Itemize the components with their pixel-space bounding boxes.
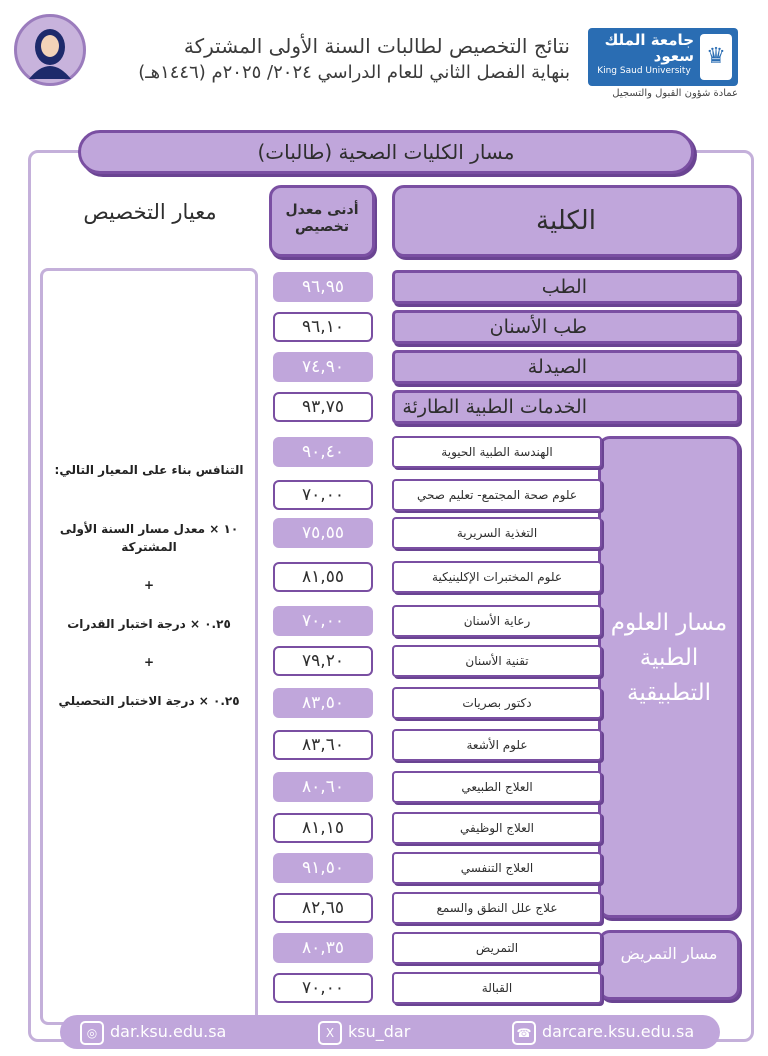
twitter-text: ksu_dar xyxy=(348,1022,411,1041)
department-name: عمادة شؤون القبول والتسجيل xyxy=(612,88,738,99)
min-gpa-value: ٧٠,٠٠ xyxy=(273,606,373,636)
website-link[interactable] xyxy=(80,1019,250,1045)
min-gpa-value: ٨٠,٦٠ xyxy=(273,772,373,802)
college-row: الخدمات الطبية الطارئة xyxy=(392,390,740,424)
x-logo-icon: X xyxy=(318,1021,342,1045)
program-row: رعاية الأسنان xyxy=(392,605,602,637)
criterion-item-3: ٠.٢٥ × درجة الاختبار التحصيلي xyxy=(58,694,240,708)
program-row: التمريض xyxy=(392,932,602,964)
college-row: الصيدلة xyxy=(392,350,740,384)
criterion-intro: التنافس بناء على المعيار التالي: xyxy=(54,463,244,477)
program-row: العلاج التنفسي xyxy=(392,852,602,884)
program-row: علوم الأشعة xyxy=(392,729,602,761)
website-text: dar.ksu.edu.sa xyxy=(110,1022,227,1041)
applied-sciences-track-label: مسار العلوم الطبية التطبيقية xyxy=(610,610,728,706)
care-text: darcare.ksu.edu.sa xyxy=(542,1022,695,1041)
criterion-item-1: ١٠ × معدل مسار السنة الأولى المشتركة xyxy=(59,522,239,554)
program-row: الهندسة الطبية الحيوية xyxy=(392,436,602,468)
program-row: القبالة xyxy=(392,972,602,1004)
min-gpa-value: ٨٣,٦٠ xyxy=(273,730,373,760)
min-gpa-value: ٧٠,٠٠ xyxy=(273,480,373,510)
min-gpa-value: ٧٠,٠٠ xyxy=(273,973,373,1003)
college-row: الطب xyxy=(392,270,740,304)
criterion-column-header: معيار التخصيص xyxy=(83,200,217,224)
min-gpa-value: ٨٢,٦٥ xyxy=(273,893,373,923)
globe-icon: ◎ xyxy=(80,1021,104,1045)
page-subtitle: بنهاية الفصل الثاني للعام الدراسي ٢٠٢٤/ ٢٠٢٥م (١٤٤٦هـ) xyxy=(138,62,570,83)
college-column-header: الكلية xyxy=(392,185,740,257)
min-gpa-value: ٩١,٥٠ xyxy=(273,853,373,883)
min-gpa-value: ٩٣,٧٥ xyxy=(273,392,373,422)
page-title: نتائج التخصيص لطالبات السنة الأولى المشتركة xyxy=(183,34,570,58)
university-name-ar: جامعة الملك سعود xyxy=(604,31,694,65)
program-row: علاج علل النطق والسمع xyxy=(392,892,602,924)
min-gpa-value: ٧٤,٩٠ xyxy=(273,352,373,382)
program-row: دكتور بصريات xyxy=(392,687,602,719)
min-gpa-value: ٨١,٥٥ xyxy=(273,562,373,592)
ksu-emblem-icon: ♛ xyxy=(700,34,732,80)
criterion-plus-1: + xyxy=(143,578,155,592)
program-row: تقنية الأسنان xyxy=(392,645,602,677)
min-gpa-value: ٩٦,٩٥ xyxy=(273,272,373,302)
criterion-box xyxy=(40,268,258,1025)
program-row: العلاج الطبيعي xyxy=(392,771,602,803)
college-row: طب الأسنان xyxy=(392,310,740,344)
min-gpa-value: ٧٥,٥٥ xyxy=(273,518,373,548)
program-row: علوم المختبرات الإكلينيكية xyxy=(392,561,602,593)
min-gpa-value: ٨١,١٥ xyxy=(273,813,373,843)
criterion-item-2: ٠.٢٥ × درجة اختبار القدرات xyxy=(67,617,231,631)
min-gpa-value: ٩٦,١٠ xyxy=(273,312,373,342)
program-row: علوم صحة المجتمع- تعليم صحي xyxy=(392,479,602,511)
twitter-link[interactable] xyxy=(318,1019,448,1045)
min-gpa-value: ٨٠,٣٥ xyxy=(273,933,373,963)
min-gpa-value: ٧٩,٢٠ xyxy=(273,646,373,676)
criterion-plus-2: + xyxy=(143,655,155,669)
min-gpa-column-header: أدنى معدل تخصيص xyxy=(269,185,375,257)
nursing-track-label: مسار التمريض xyxy=(598,930,740,1000)
track-banner: مسار الكليات الصحية (طالبات) xyxy=(78,130,694,174)
university-name-en: King Saud University xyxy=(597,66,691,76)
support-icon: ☎ xyxy=(512,1021,536,1045)
program-row: العلاج الوظيفي xyxy=(392,812,602,844)
min-gpa-value: ٨٣,٥٠ xyxy=(273,688,373,718)
min-gpa-value: ٩٠,٤٠ xyxy=(273,437,373,467)
care-link[interactable] xyxy=(512,1019,712,1045)
female-student-avatar-icon xyxy=(14,14,86,86)
program-row: التغذية السريرية xyxy=(392,517,602,549)
